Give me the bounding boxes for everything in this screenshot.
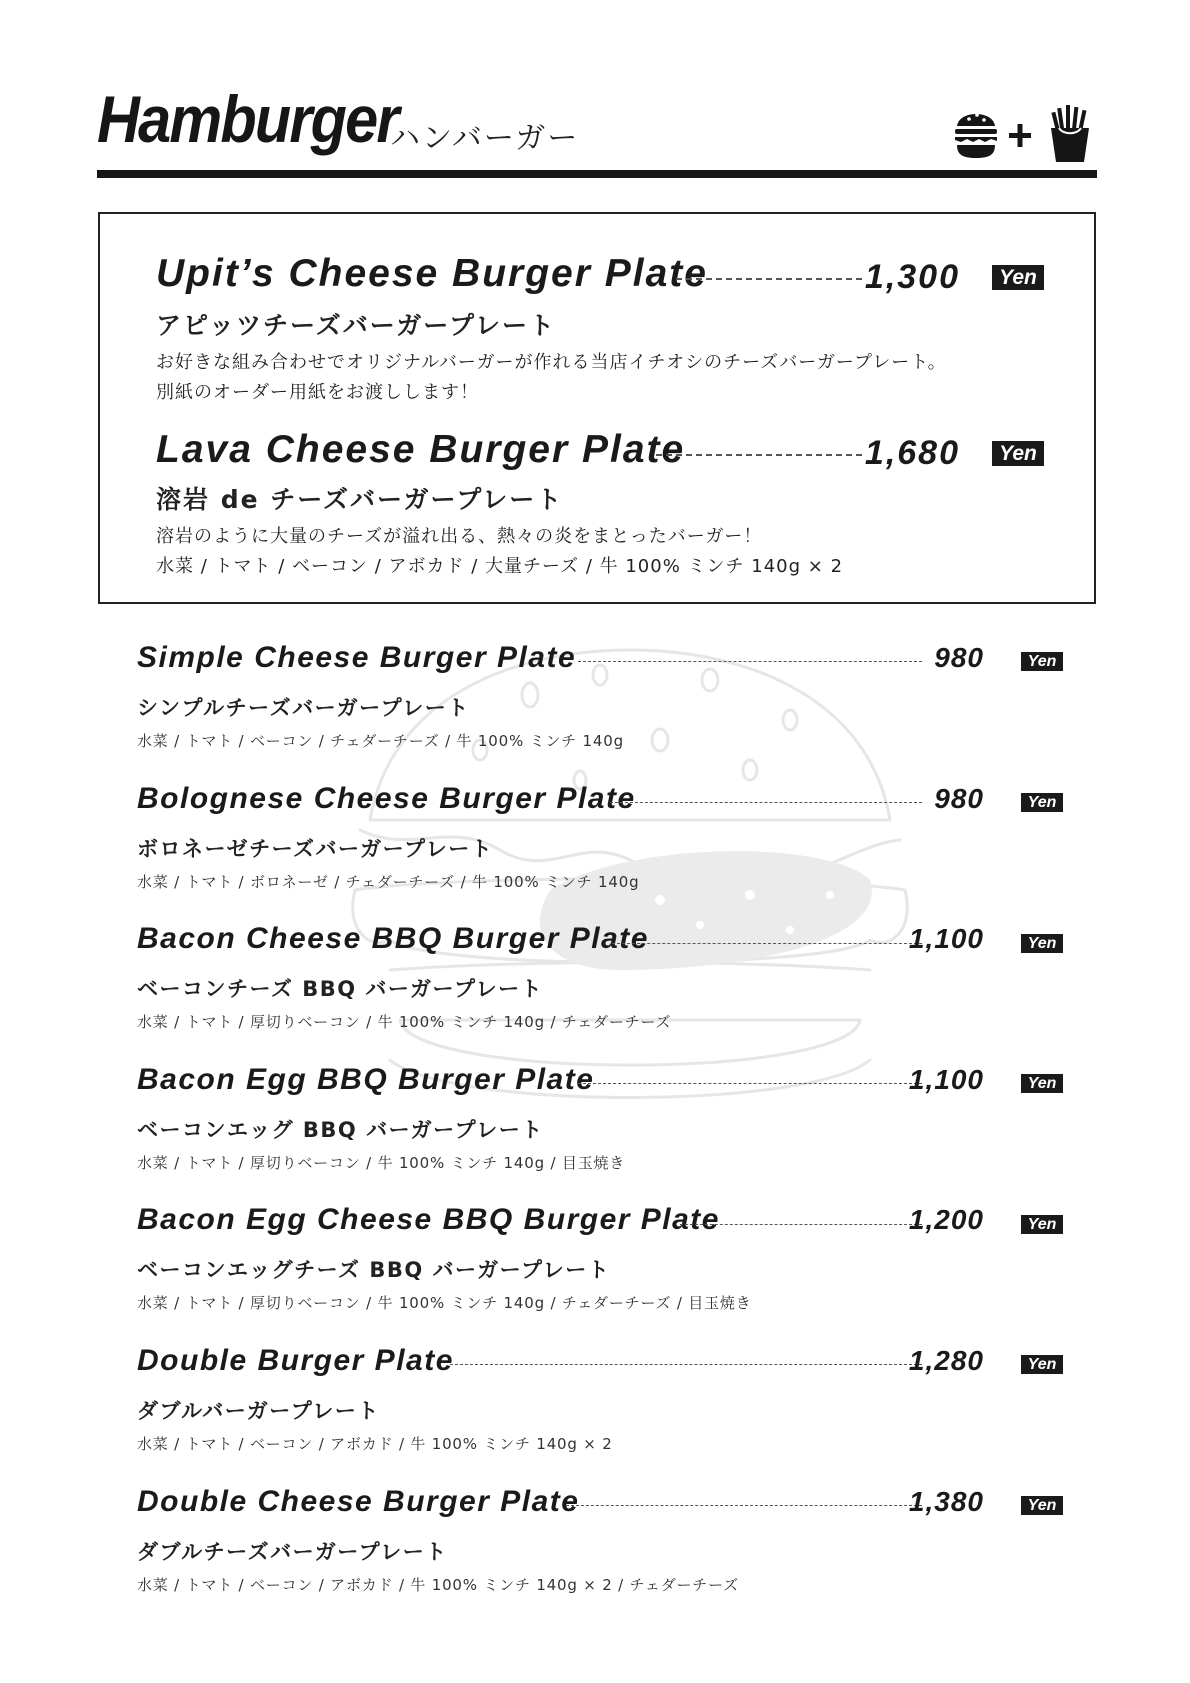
- item-price: 1,680: [864, 434, 960, 472]
- item-name-ja: ダブルバーガープレート: [137, 1399, 380, 1423]
- item-name-en: Bacon Egg BBQ Burger Plate: [137, 1063, 595, 1096]
- item-name-en: Upit’s Cheese Burger Plate: [156, 252, 708, 295]
- item-price: 980: [934, 783, 984, 814]
- item-price: 1,280: [908, 1345, 984, 1376]
- dotted-leader: [610, 802, 922, 803]
- fries-icon: [1051, 105, 1089, 162]
- yen-badge: Yen: [992, 441, 1044, 466]
- item-price: 980: [934, 642, 984, 673]
- item-name-en: Simple Cheese Burger Plate: [137, 641, 577, 674]
- yen-badge: Yen: [1021, 793, 1063, 812]
- item-name-ja: ベーコンチーズ BBQ バーガープレート: [137, 977, 544, 1001]
- item-name-en: Bacon Cheese BBQ Burger Plate: [137, 922, 649, 955]
- item-description: 水菜 / トマト / ボロネーゼ / チェダーチーズ / 牛 100% ミンチ 140g: [137, 873, 640, 891]
- item-name-ja: ボロネーゼチーズバーガープレート: [137, 837, 494, 861]
- item-name-ja: ベーコンエッグチーズ BBQ バーガープレート: [137, 1258, 611, 1282]
- yen-badge: Yen: [992, 265, 1044, 290]
- item-description: 別紙のオーダー用紙をお渡しします！: [156, 382, 479, 403]
- item-price: 1,100: [908, 923, 984, 954]
- item-name-en: Bacon Egg Cheese BBQ Burger Plate: [137, 1203, 720, 1236]
- item-description: 水菜 / トマト / ベーコン / チェダーチーズ / 牛 100% ミンチ 140g: [137, 732, 624, 750]
- dotted-leader: [566, 1505, 922, 1506]
- header-divider: [97, 170, 1097, 178]
- item-description: 水菜 / トマト / ベーコン / アボカド / 牛 100% ミンチ 140g × 2: [137, 1435, 613, 1453]
- item-description: 水菜 / トマト / ベーコン / アボカド / 牛 100% ミンチ 140g × 2 / チェダーチーズ: [137, 1576, 739, 1594]
- header-icons: [955, 104, 1103, 164]
- item-price: 1,380: [908, 1486, 984, 1517]
- item-name-en: Double Cheese Burger Plate: [137, 1485, 580, 1518]
- page-title: Hamburger: [97, 82, 398, 156]
- burger-icon: [955, 113, 997, 158]
- yen-badge: Yen: [1021, 652, 1063, 671]
- item-price: 1,200: [908, 1204, 984, 1235]
- yen-badge: Yen: [1021, 934, 1063, 953]
- item-name-ja: アピッツチーズバーガープレート: [156, 311, 557, 340]
- item-price: 1,100: [908, 1064, 984, 1095]
- item-name-ja: シンプルチーズバーガープレート: [137, 696, 470, 720]
- item-name-ja: ダブルチーズバーガープレート: [137, 1540, 448, 1564]
- item-name-en: Bolognese Cheese Burger Plate: [137, 782, 636, 815]
- dotted-leader: [578, 1083, 922, 1084]
- item-name-ja: 溶岩 de チーズバーガープレート: [156, 485, 564, 514]
- yen-badge: Yen: [1021, 1355, 1063, 1374]
- item-price: 1,300: [864, 258, 960, 296]
- dotted-leader: [578, 661, 922, 662]
- plus-icon: [1009, 124, 1031, 147]
- dotted-leader: [676, 278, 862, 280]
- item-description: 水菜 / トマト / ベーコン / アボカド / 大量チーズ / 牛 100% ミンチ 140g × 2: [156, 556, 844, 577]
- item-name-ja: ベーコンエッグ BBQ バーガープレート: [137, 1118, 544, 1142]
- dotted-leader: [680, 1224, 922, 1225]
- item-description: 溶岩のように大量のチーズが溢れ出る、熱々の炎をまとったバーガー！: [156, 526, 763, 547]
- page-subtitle: ハンバーガー: [390, 121, 580, 156]
- item-name-en: Lava Cheese Burger Plate: [156, 428, 686, 471]
- item-description: 水菜 / トマト / 厚切りベーコン / 牛 100% ミンチ 140g / 目玉焼き: [137, 1154, 626, 1172]
- item-description: お好きな組み合わせでオリジナルバーガーが作れる当店イチオシのチーズバーガープレート。: [156, 352, 947, 373]
- item-name-en: Double Burger Plate: [137, 1344, 454, 1377]
- dotted-leader: [450, 1364, 922, 1365]
- yen-badge: Yen: [1021, 1215, 1063, 1234]
- dotted-leader: [612, 943, 922, 944]
- dotted-leader: [656, 454, 862, 456]
- yen-badge: Yen: [1021, 1496, 1063, 1515]
- item-description: 水菜 / トマト / 厚切りベーコン / 牛 100% ミンチ 140g / チェダーチーズ: [137, 1013, 672, 1031]
- item-description: 水菜 / トマト / 厚切りベーコン / 牛 100% ミンチ 140g / チェダーチーズ / 目玉焼き: [137, 1294, 752, 1312]
- yen-badge: Yen: [1021, 1074, 1063, 1093]
